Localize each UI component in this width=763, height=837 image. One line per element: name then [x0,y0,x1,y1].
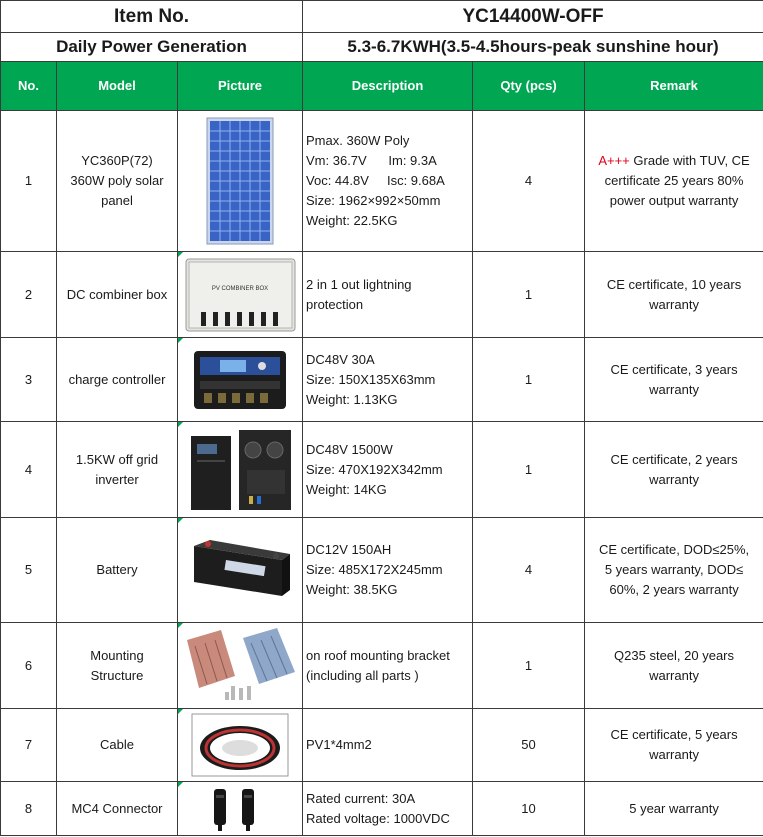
row-picture [178,518,303,623]
row-description [303,518,473,623]
row-remark [585,623,763,709]
row-model [57,252,178,338]
row-no: 8 [1,782,57,836]
desc-line: DC48V 1500W [306,441,393,457]
col-model: Model [57,62,178,111]
charge-controller-icon [192,347,288,413]
model-line: 360W poly solar [70,173,164,188]
desc-line: on roof mounting bracket [306,647,450,663]
row-description [303,252,473,338]
remark-line: CE certificate, 2 years [610,451,738,467]
row-description [303,782,473,836]
row-picture [178,782,303,836]
table-row [1,252,763,338]
row-description [303,709,473,782]
desc-line: Weight: 38.5KG [306,582,398,597]
model-line: inverter [95,471,139,487]
row-remark [585,338,763,422]
row-no: 6 [1,623,57,709]
row-qty: 1 [473,252,585,338]
desc-line: Rated voltage: 1000VDC [306,810,450,826]
model-line: Mounting [90,647,144,663]
row-description [303,111,473,252]
row-qty: 4 [473,518,585,623]
desc-line: DC48V 30A [306,351,375,367]
desc-line: Rated current: 30A [306,790,416,806]
row-qty: 4 [473,111,585,252]
row-model [57,518,178,623]
desc-line: Size: 150X135X63mm [306,371,436,387]
table-row [1,709,763,782]
row-model [57,338,178,422]
desc-line: Size: 485X172X245mm [306,562,443,577]
combiner-box-icon [183,256,298,334]
row-picture [178,111,303,252]
corner-marker-icon [178,623,183,628]
desc-line: Pmax. 360W Poly [306,133,410,148]
desc-line: 2 in 1 out lightning [306,276,412,292]
desc-line: Weight: 22.5KG [306,213,398,228]
remark-line: 5 year warranty [629,800,719,816]
mc4-connector-icon [194,785,286,833]
row-qty: 50 [473,709,585,782]
row-picture [178,422,303,518]
desc-line: Size: 470X192X342mm [306,461,443,477]
col-description: Description [303,62,473,111]
corner-marker-icon [178,709,183,714]
col-remark: Remark [585,62,763,111]
desc-line: Vm: 36.7V Im: 9.3A [306,153,437,168]
desc-line: Size: 1962×992×50mm [306,193,441,208]
row-remark [585,518,763,623]
row-picture [178,252,303,338]
desc-line: Weight: 1.13KG [306,391,398,407]
corner-marker-icon [178,338,183,343]
row-no: 7 [1,709,57,782]
row-qty: 1 [473,338,585,422]
desc-line: PV1*4mm2 [306,737,372,752]
row-no: 2 [1,252,57,338]
model-line: Cable [100,737,134,752]
remark-line: certificate 25 years 80% [604,173,744,188]
row-model [57,709,178,782]
row-remark [585,111,763,252]
table-row [1,338,763,422]
item-no-row [1,1,763,33]
daily-power-row [1,33,763,62]
remark-line: CE certificate, DOD≤25%, [598,542,750,557]
remark-line: warranty [649,667,699,683]
remark-line: CE certificate, 5 years [610,727,738,742]
item-no-label: Item No. [1,1,303,33]
row-remark [585,252,763,338]
remark-line: 5 years warranty, DOD≤ [604,562,744,577]
row-picture [178,623,303,709]
cable-reel-icon [190,712,290,778]
model-line: 1.5KW off grid [75,451,159,467]
corner-marker-icon [178,518,183,523]
combiner-box-label: PV COMBINER BOX [211,285,268,292]
model-line: DC combiner box [66,286,168,302]
row-description [303,338,473,422]
row-qty: 10 [473,782,585,836]
row-description [303,422,473,518]
row-model [57,111,178,252]
inverter-icon [185,426,295,514]
corner-marker-icon [178,782,183,787]
daily-power-label: Daily Power Generation [1,33,303,62]
table-row [1,623,763,709]
row-model [57,422,178,518]
remark-line [585,151,763,171]
row-remark [585,782,763,836]
grade-badge: A+++ [598,153,630,168]
remark-line: warranty [649,296,699,312]
remark-line: CE certificate, 10 years [606,276,742,292]
table-row [1,518,763,623]
row-picture [178,709,303,782]
remark-line: warranty [649,747,699,762]
remark-text: Grade with TUV, CE [629,153,750,168]
remark-line: 60%, 2 years warranty [609,582,739,597]
row-qty: 1 [473,623,585,709]
corner-marker-icon [178,422,183,427]
solar-panel-icon [205,116,275,246]
row-remark [585,422,763,518]
mounting-bracket-icon [181,626,299,706]
desc-line: (including all parts ) [306,667,419,683]
row-model [57,782,178,836]
model-line: YC360P(72) [81,153,153,168]
row-description [303,623,473,709]
item-no-value: YC14400W-OFF [303,1,763,33]
remark-line: CE certificate, 3 years [610,361,738,377]
row-remark [585,709,763,782]
model-line: Battery [96,562,138,577]
row-picture [178,338,303,422]
model-line: panel [101,193,133,208]
daily-power-value: 5.3-6.7KWH(3.5-4.5hours-peak sunshine hour) [303,33,763,62]
row-qty: 1 [473,422,585,518]
table-row [1,782,763,836]
model-line: Structure [90,667,144,683]
remark-line: Q235 steel, 20 years [614,647,735,663]
row-no: 3 [1,338,57,422]
model-line: charge controller [68,371,166,387]
remark-line: warranty [649,471,699,487]
table-row [1,422,763,518]
col-no: No. [1,62,57,111]
row-model [57,623,178,709]
col-picture: Picture [178,62,303,111]
desc-line: Voc: 44.8V Isc: 9.68A [306,173,445,188]
desc-line: protection [306,296,364,312]
row-no: 4 [1,422,57,518]
battery-icon [186,538,294,602]
row-no: 1 [1,111,57,252]
column-header-row [1,62,763,111]
row-no: 5 [1,518,57,623]
remark-line: power output warranty [609,193,739,208]
corner-marker-icon [178,252,183,257]
table-row [1,111,763,252]
col-qty: Qty (pcs) [473,62,585,111]
remark-line: warranty [649,381,699,397]
desc-line: Weight: 14KG [306,481,387,497]
desc-line: DC12V 150AH [306,542,392,557]
model-line: MC4 Connector [71,800,163,816]
